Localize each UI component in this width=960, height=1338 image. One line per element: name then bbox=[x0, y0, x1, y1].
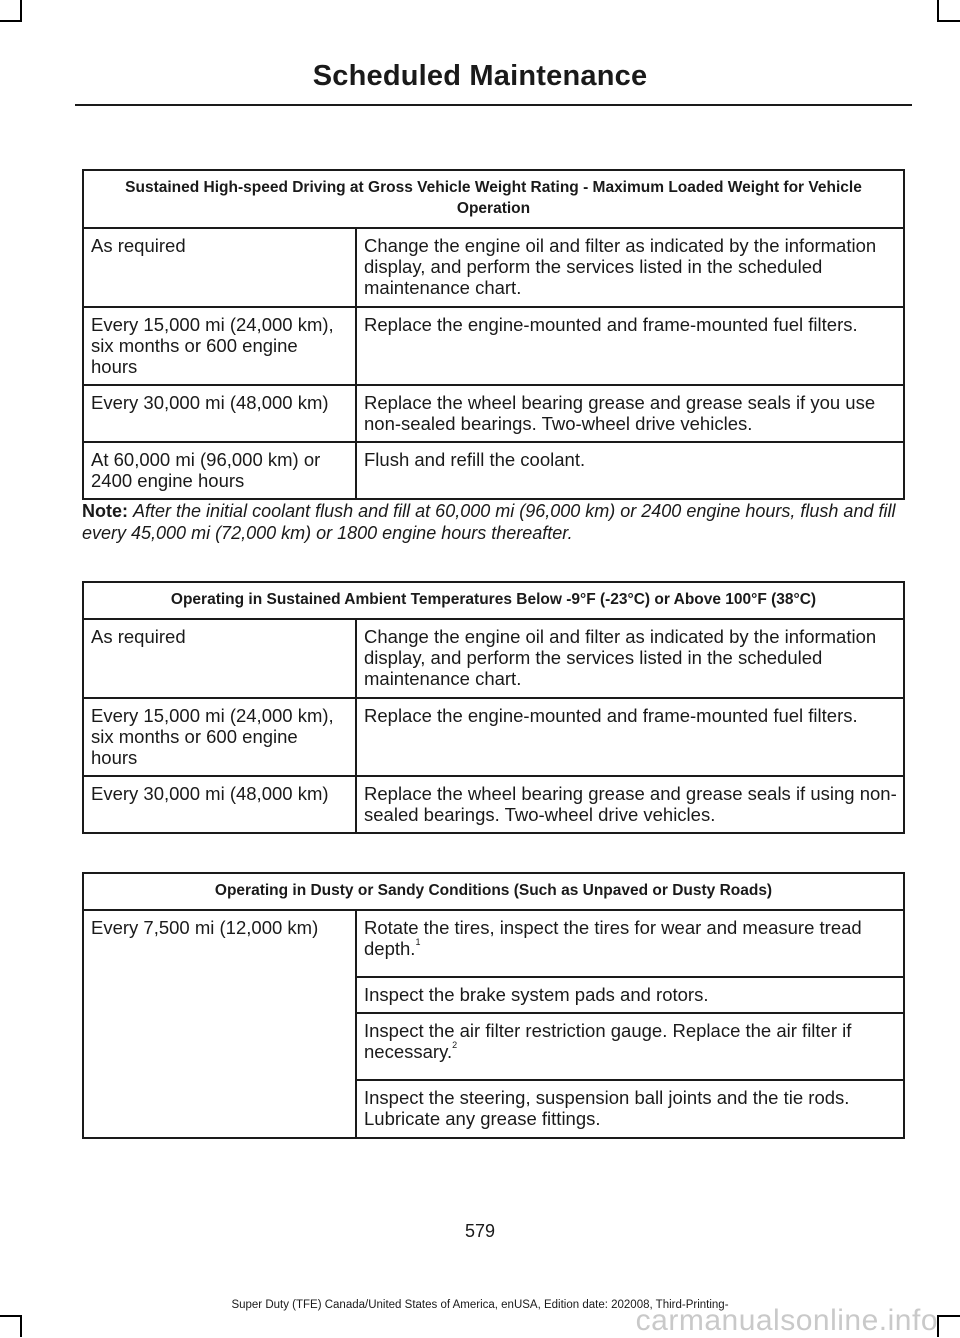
crop-mark bbox=[938, 1315, 960, 1317]
title-divider bbox=[75, 104, 912, 106]
crop-mark bbox=[0, 20, 22, 22]
note-label: Note: bbox=[82, 501, 128, 521]
footnote-marker: 2 bbox=[452, 1040, 458, 1050]
table-row bbox=[83, 307, 904, 385]
action-cell: Replace the wheel bearing grease and grease seals if you use non-sealed bearings. Two-wheel drive vehicles. bbox=[356, 385, 904, 442]
table-row bbox=[83, 910, 904, 977]
table-row bbox=[83, 385, 904, 442]
edition-footer: Super Duty (TFE) Canada/United States of America, enUSA, Edition date: 202008, Third-Printing- bbox=[231, 1299, 729, 1311]
action-cell: Replace the engine-mounted and frame-mounted fuel filters. bbox=[356, 307, 904, 385]
crop-mark bbox=[0, 1315, 22, 1317]
watermark: carmanualsonline.info bbox=[635, 1304, 938, 1337]
action-text: Inspect the air filter restriction gauge. Replace the air filter if necessary. bbox=[364, 1020, 852, 1062]
maintenance-table-dusty bbox=[82, 872, 905, 1139]
table-row bbox=[83, 619, 904, 698]
interval-cell: Every 15,000 mi (24,000 km), six months or 600 engine hours bbox=[83, 307, 356, 385]
maintenance-table-high-speed bbox=[82, 169, 905, 500]
maintenance-table-temperature bbox=[82, 581, 905, 834]
crop-mark bbox=[20, 0, 22, 22]
action-cell bbox=[356, 910, 904, 977]
page-title: Scheduled Maintenance bbox=[312, 60, 648, 92]
action-text: Rotate the tires, inspect the tires for wear and measure tread depth. bbox=[364, 917, 862, 959]
footnote-marker: 1 bbox=[415, 937, 421, 947]
action-cell: Replace the wheel bearing grease and grease seals if using non-sealed bearings. Two-wheel drive vehicles. bbox=[356, 776, 904, 833]
table-row bbox=[83, 698, 904, 776]
action-cell bbox=[356, 1013, 904, 1080]
action-cell: Replace the engine-mounted and frame-mounted fuel filters. bbox=[356, 698, 904, 776]
action-cell: Change the engine oil and filter as indicated by the information display, and perform the services listed in the scheduled maintenance chart. bbox=[356, 619, 904, 698]
crop-mark bbox=[937, 0, 939, 22]
table-row bbox=[83, 776, 904, 833]
table-row bbox=[83, 228, 904, 307]
interval-cell: As required bbox=[83, 619, 356, 698]
action-cell: Inspect the steering, suspension ball joints and the tie rods. Lubricate any grease fittings. bbox=[356, 1080, 904, 1138]
interval-cell: Every 15,000 mi (24,000 km), six months or 600 engine hours bbox=[83, 698, 356, 776]
action-cell: Change the engine oil and filter as indicated by the information display, and perform the services listed in the scheduled maintenance chart. bbox=[356, 228, 904, 307]
table-header: Sustained High-speed Driving at Gross Vehicle Weight Rating - Maximum Loaded Weight for Vehicle Operation bbox=[83, 170, 904, 228]
action-cell: Flush and refill the coolant. bbox=[356, 442, 904, 499]
crop-mark bbox=[20, 1315, 22, 1337]
note-text: After the initial coolant flush and fill at 60,000 mi (96,000 km) or 2400 engine hours, flush and fill every 45,000 mi (72,000 km) or 1800 engine hours thereafter. bbox=[82, 501, 896, 543]
page-number: 579 bbox=[464, 1221, 496, 1241]
interval-cell: As required bbox=[83, 228, 356, 307]
coolant-note bbox=[82, 500, 905, 544]
table-header: Operating in Sustained Ambient Temperatures Below -9°F (-23°C) or Above 100°F (38°C) bbox=[83, 582, 904, 619]
table-header: Operating in Dusty or Sandy Conditions (Such as Unpaved or Dusty Roads) bbox=[83, 873, 904, 910]
interval-cell: Every 7,500 mi (12,000 km) bbox=[83, 910, 356, 1138]
interval-cell: Every 30,000 mi (48,000 km) bbox=[83, 776, 356, 833]
action-cell: Inspect the brake system pads and rotors. bbox=[356, 977, 904, 1013]
table-row bbox=[83, 442, 904, 499]
crop-mark bbox=[938, 20, 960, 22]
interval-cell: At 60,000 mi (96,000 km) or 2400 engine hours bbox=[83, 442, 356, 499]
interval-cell: Every 30,000 mi (48,000 km) bbox=[83, 385, 356, 442]
